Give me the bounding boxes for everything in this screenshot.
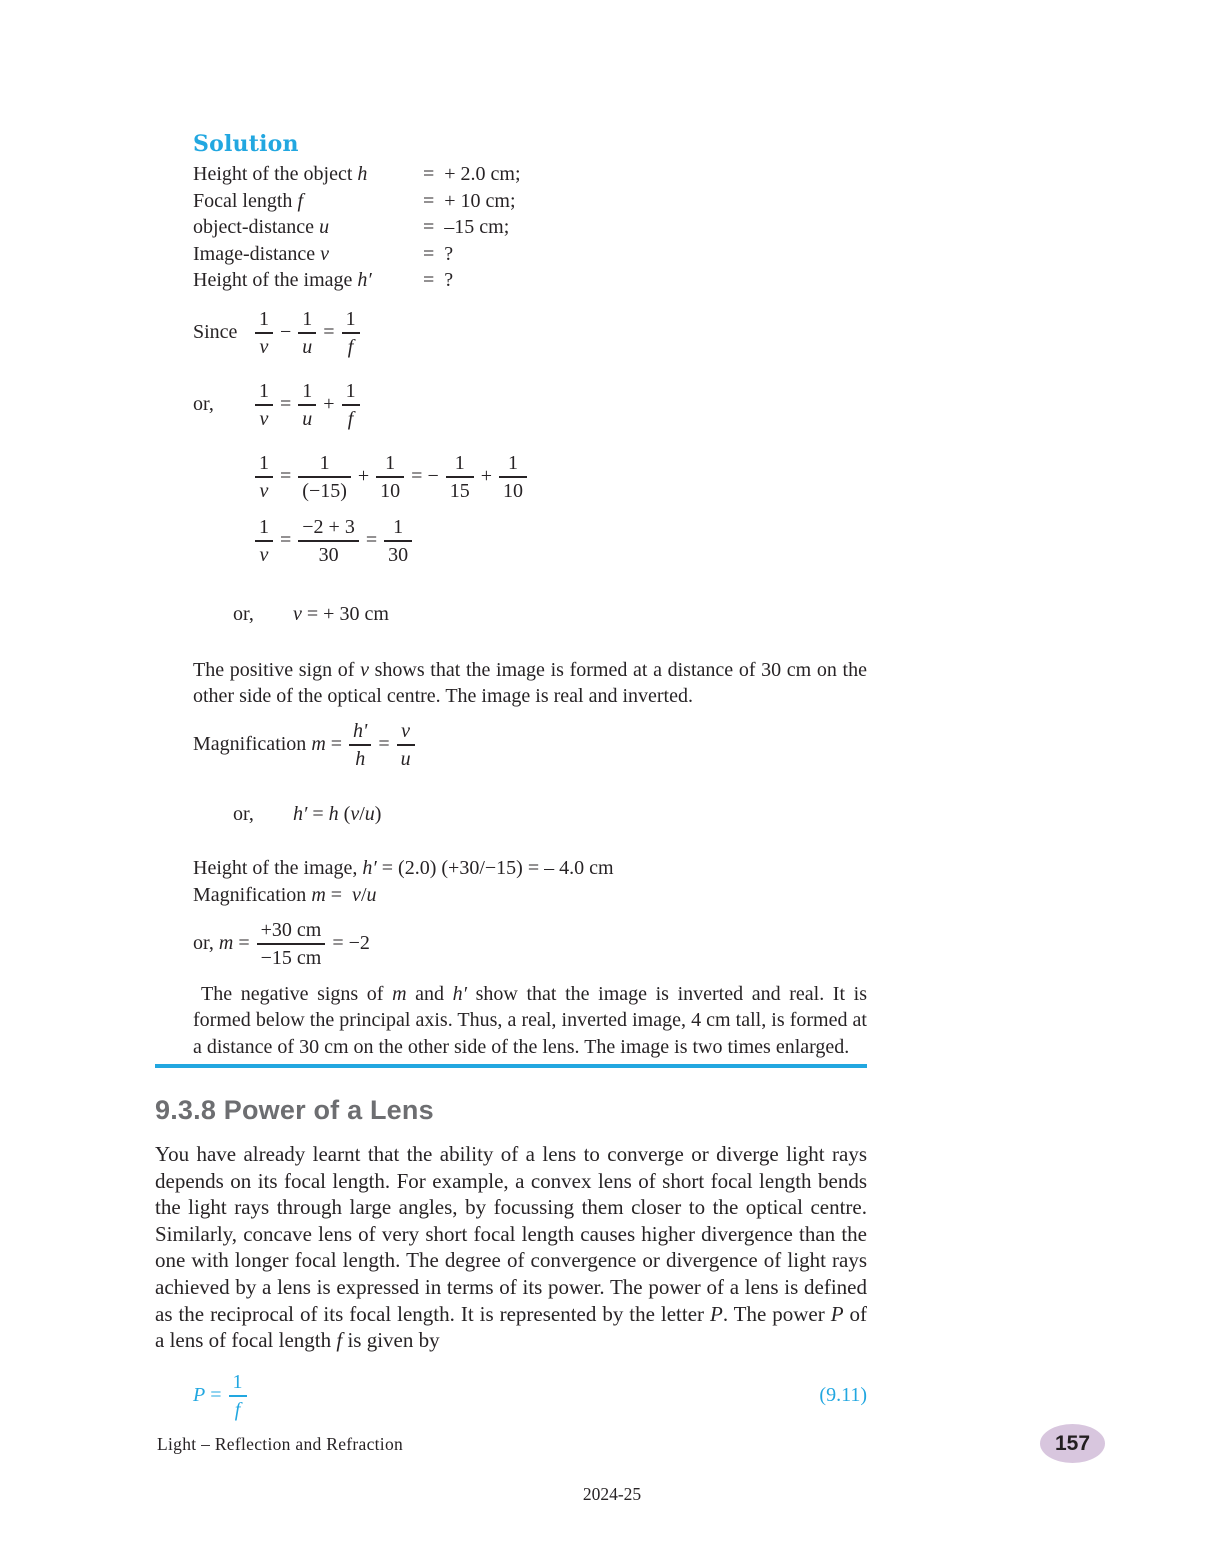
equation-body: $\frac{1}{v}$ = $\frac{1}{(-15)}$ + $\frac{1}{10}$ = − $\frac{1}{15}$ + $\frac{1}{10}$	[253, 451, 529, 503]
equation-label: or,	[233, 802, 254, 825]
fraction: $\frac{1}{(-15)}$	[298, 451, 351, 503]
equation-body: $\frac{+30 cm}{-15 cm}$ = −2	[255, 918, 370, 970]
fraction: $\frac{-2 + 3}{30}$	[298, 515, 359, 567]
given-row	[193, 241, 867, 268]
equation-body: $\frac{1}{v}$ − $\frac{1}{u}$ = $\frac{1}{f}$	[253, 307, 362, 359]
fraction: $\frac{v}{u}$	[397, 719, 415, 771]
given-label: Height of the object h	[193, 163, 368, 185]
section-divider	[155, 1064, 867, 1068]
chapter-title-footer: Light – Reflection and Refraction	[157, 1434, 404, 1454]
equation-body: $\frac{1}{v}$ = $\frac{-2 + 3}{30}$ = $\frac{1}{30}$	[253, 515, 414, 567]
equation-lens-formula	[193, 306, 867, 360]
given-row	[193, 188, 867, 215]
fraction: $\frac{1}{30}$	[384, 515, 412, 567]
fraction: $\frac{1}{f}$	[342, 379, 360, 431]
given-label: Image-distance v	[193, 242, 330, 265]
line-magnification: Magnification m = v/u	[193, 883, 377, 906]
given-value: = ?	[423, 269, 454, 291]
equation-label: or, m =	[193, 932, 255, 954]
line-height-of-image: Height of the image, h′ = (2.0) (+30/−15) = – 4.0 cm	[193, 856, 614, 879]
fraction: $\frac{1}{15}$	[446, 451, 474, 503]
fraction: $\frac{1}{f}$	[229, 1370, 247, 1422]
fraction: $\frac{1}{u}$	[298, 379, 316, 431]
equation-substitution	[193, 450, 867, 504]
result-image-distance	[193, 574, 867, 655]
fraction: $\frac{1}{v}$	[255, 379, 273, 431]
given-row	[193, 161, 867, 188]
fraction: $\frac{h'}{h}$	[349, 719, 371, 771]
equation-label: or,	[233, 602, 254, 625]
equation-body: v = + 30 cm	[293, 602, 389, 625]
given-row	[193, 214, 867, 241]
paragraph-positive-sign: The positive sign of v shows that the image is formed at a distance of 30 cm on the other side of the optical centre. The image is real and inverted.	[193, 658, 867, 707]
given-label: object-distance u	[193, 216, 330, 238]
equation-label: or,	[193, 393, 214, 415]
equation-magnification	[193, 718, 867, 772]
solution-section	[193, 131, 867, 1060]
fraction: $\frac{1}{10}$	[376, 451, 404, 503]
fraction: $\frac{1}{f}$	[342, 307, 360, 359]
equation-number: (9.11)	[819, 1384, 867, 1407]
equation-label: Since	[193, 321, 238, 343]
fraction: $\frac{+30 cm}{-15 cm}$	[257, 918, 326, 970]
section-heading: 9.3.8 Power of a Lens	[155, 1095, 434, 1125]
equation-sum	[193, 514, 867, 568]
equation-body: $\frac{1}{v}$ = $\frac{1}{u}$ + $\frac{1}{f}$	[253, 379, 362, 431]
solution-heading: Solution	[193, 131, 299, 157]
edition-year: 2024-25	[582, 1484, 642, 1504]
given-label: Height of the image h′	[193, 269, 372, 291]
paragraph-negative-signs: The negative signs of m and h′ show that the image is inverted and real. It is formed below the principal axis. Thus, a real, inverted image, 4 cm tall, is formed at a distance of 30 cm on the other side of the lens. The image is two times enlarged.	[193, 982, 867, 1058]
equation-label: Magnification m =	[193, 733, 348, 755]
given-value: = + 2.0 cm;	[423, 163, 521, 185]
equation-body: $\frac{h'}{h}$ = $\frac{v}{u}$	[347, 719, 417, 771]
equation-m-value	[193, 917, 867, 971]
fraction: $\frac{1}{10}$	[499, 451, 527, 503]
given-row	[193, 267, 867, 294]
fraction: $\frac{1}{u}$	[298, 307, 316, 359]
fraction: $\frac{1}{v}$	[255, 515, 273, 567]
given-value: = –15 cm;	[423, 216, 510, 238]
equation-body: h′ = h (v/u)	[293, 802, 382, 825]
given-value: = + 10 cm;	[423, 189, 516, 212]
given-label: Focal length f	[193, 189, 303, 212]
equation-power-row	[155, 1368, 867, 1424]
fraction: $\frac{1}{v}$	[255, 451, 273, 503]
page-content	[155, 0, 867, 1424]
equation-power: P = $\frac{1}{f}$	[193, 1370, 249, 1422]
equation-rearranged	[193, 378, 867, 432]
fraction: $\frac{1}{v}$	[255, 307, 273, 359]
given-value: = ?	[423, 242, 454, 265]
section-paragraph: You have already learnt that the ability of a lens to converge or diverge light rays depends on its focal length. For example, a convex lens of short focal length bends the light rays through large angles, by focussing them closer to the optical centre. Similarly, concave lens of very short focal length causes higher divergence than the one with longer focal length. The degree of convergence or divergence of light rays achieved by a lens is expressed in terms of its power. The power of a lens is defined as the reciprocal of its focal length. It is represented by the letter P. The power P of a lens of focal length f is given by	[155, 1142, 867, 1353]
page-number-badge: 157	[1040, 1424, 1105, 1463]
line-h-prime	[193, 774, 867, 855]
given-values	[193, 161, 867, 294]
